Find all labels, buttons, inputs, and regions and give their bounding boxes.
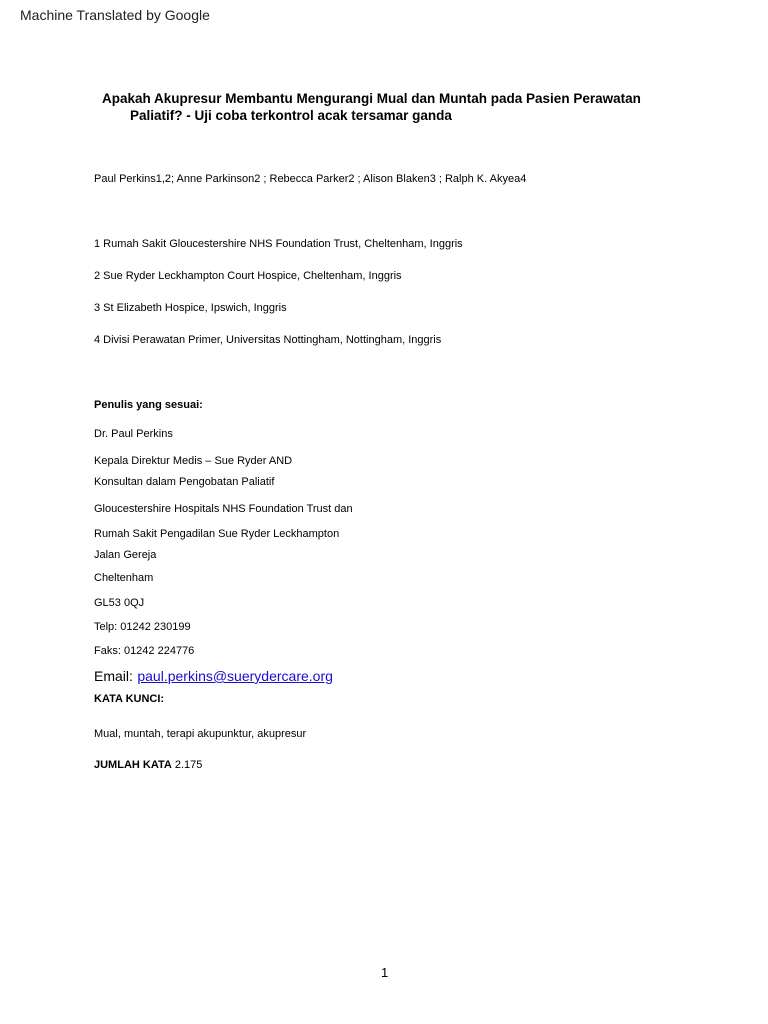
correspondence-org-2: Rumah Sakit Pengadilan Sue Ryder Leckhampton <box>94 528 340 540</box>
correspondence-postcode: GL53 0QJ <box>94 597 145 609</box>
word-count-label: JUMLAH KATA <box>94 759 172 771</box>
affiliation-1: 1 Rumah Sakit Gloucestershire NHS Foundation Trust, Cheltenham, Inggris <box>94 238 463 250</box>
page-number: 1 <box>381 965 389 980</box>
paper-title <box>102 91 641 124</box>
keywords-text: Mual, muntah, terapi akupunktur, akupresur <box>94 728 307 740</box>
affiliation-2: 2 Sue Ryder Leckhampton Court Hospice, Cheltenham, Inggris <box>94 270 402 282</box>
title-line-2: Paliatif? - Uji coba terkontrol acak tersamar ganda <box>130 107 452 123</box>
title-line-1: Apakah Akupresur Membantu Mengurangi Mual dan Muntah pada Pasien Perawatan <box>102 91 641 106</box>
correspondence-phone: Telp: 01242 230199 <box>94 621 191 633</box>
correspondence-heading: Penulis yang sesuai: <box>94 399 203 411</box>
author-list: Paul Perkins1,2; Anne Parkinson2 ; Rebecca Parker2 ; Alison Blaken3 ; Ralph K. Akyea4 <box>94 173 527 185</box>
correspondence-role-1: Kepala Direktur Medis – Sue Ryder AND <box>94 455 293 467</box>
correspondence-org-1: Gloucestershire Hospitals NHS Foundation Trust dan <box>94 503 353 515</box>
translation-banner: Machine Translated by Google <box>20 7 210 23</box>
email-line <box>94 668 333 686</box>
email-link[interactable]: paul.perkins@suerydercare.org <box>137 668 333 684</box>
email-label: Email: <box>94 668 133 684</box>
correspondence-role-2: Konsultan dalam Pengobatan Paliatif <box>94 476 275 488</box>
affiliation-3: 3 St Elizabeth Hospice, Ipswich, Inggris <box>94 302 287 314</box>
correspondence-city: Cheltenham <box>94 572 154 584</box>
affiliation-4: 4 Divisi Perawatan Primer, Universitas Nottingham, Nottingham, Inggris <box>94 334 442 346</box>
word-count-value: 2.175 <box>174 759 203 771</box>
correspondence-street: Jalan Gereja <box>94 549 157 561</box>
keywords-heading: KATA KUNCI: <box>94 693 165 705</box>
word-count <box>94 759 202 771</box>
correspondence-name: Dr. Paul Perkins <box>94 428 173 440</box>
correspondence-fax: Faks: 01242 224776 <box>94 645 195 657</box>
